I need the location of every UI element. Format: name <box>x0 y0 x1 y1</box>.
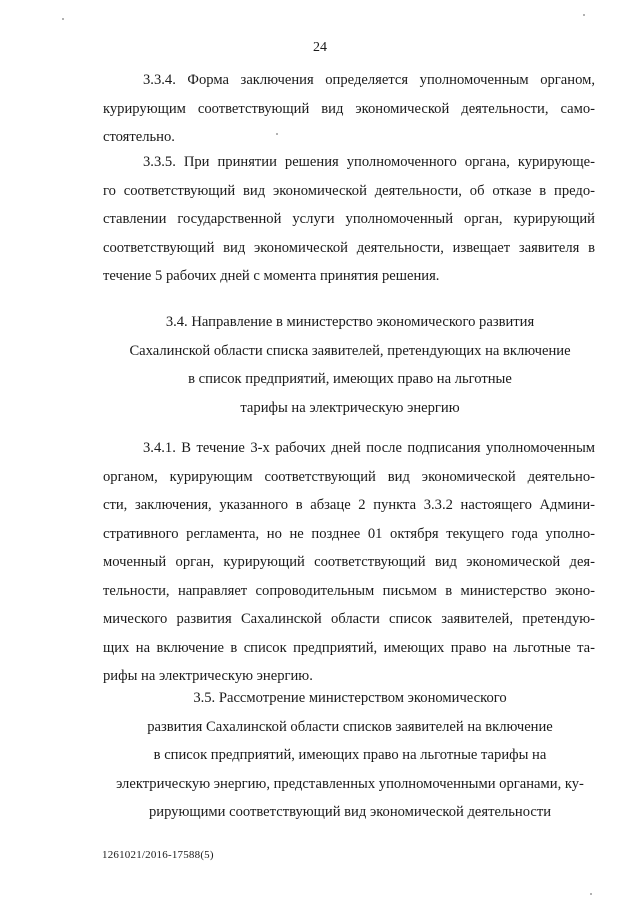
section-heading-3-4 <box>95 308 605 422</box>
scan-speck <box>590 893 592 895</box>
text-line: 3.3.5. При принятии решения уполномоченного органа, курирующе- <box>143 154 595 170</box>
text-line: стоятельно. <box>103 129 175 145</box>
heading-line: электрическую энергию, представленных уполномоченными органами, ку- <box>116 775 584 792</box>
text-line: мического развития Сахалинской области список заявителей, претендую- <box>103 611 595 627</box>
paragraph-3-3-5 <box>103 148 595 291</box>
section-heading-3-5 <box>95 684 605 827</box>
text-line: соответствующий вид экономической деятельности, извещает заявителя в <box>103 239 595 256</box>
heading-line: тарифы на электрическую энергию <box>240 399 460 416</box>
heading-line: 3.4. Направление в министерство экономического развития <box>165 314 535 330</box>
text-line: сти, заключения, указанного в абзаце 2 пункта 3.3.2 настоящего Админи- <box>103 497 595 513</box>
text-line: моченный орган, курирующий соответствующий вид экономической дея- <box>103 554 595 570</box>
document-footer-code: 1261021/2016-17588(5) <box>102 849 214 861</box>
text-line: органом, курирующим соответствующий вид экономической деятельно- <box>103 468 595 485</box>
paragraph-3-3-4 <box>103 66 595 152</box>
paragraph-3-4-1 <box>103 434 595 691</box>
text-line: стративного регламента, но не позднее 01 октября текущего года уполно- <box>103 525 595 542</box>
text-line: курирующим соответствующий вид экономической деятельности, само- <box>103 100 595 117</box>
text-line: ставлении государственной услуги уполномоченный орган, курирующий <box>103 211 595 227</box>
text-line: рифы на электрическую энергию. <box>103 668 313 684</box>
scan-speck <box>276 133 278 135</box>
page-number: 24 <box>313 40 327 55</box>
heading-line: в список предприятий, имеющих право на льготные тарифы на <box>153 747 547 763</box>
scan-speck <box>62 18 64 20</box>
heading-line: 3.5. Рассмотрение министерством экономического <box>193 690 507 706</box>
text-line: 3.4.1. В течение 3-х рабочих дней после подписания уполномоченным <box>143 440 595 456</box>
heading-line: развития Сахалинской области списков заявителей на включение <box>147 718 553 735</box>
heading-line: рирующими соответствующий вид экономической деятельности <box>148 804 552 820</box>
text-line: щих на включение в список предприятий, имеющих право на льготные та- <box>103 639 595 656</box>
text-line: го соответствующий вид экономической деятельности, об отказе в предо- <box>103 182 595 199</box>
scan-speck <box>583 14 585 16</box>
text-line: тельности, направляет сопроводительным письмом в министерство эконо- <box>103 582 595 599</box>
heading-line: в список предприятий, имеющих право на льготные <box>188 371 512 387</box>
text-line: 3.3.4. Форма заключения определяется уполномоченным органом, <box>143 72 595 88</box>
text-line: течение 5 рабочих дней с момента принятия решения. <box>103 268 440 284</box>
heading-line: Сахалинской области списка заявителей, претендующих на включение <box>129 342 571 359</box>
